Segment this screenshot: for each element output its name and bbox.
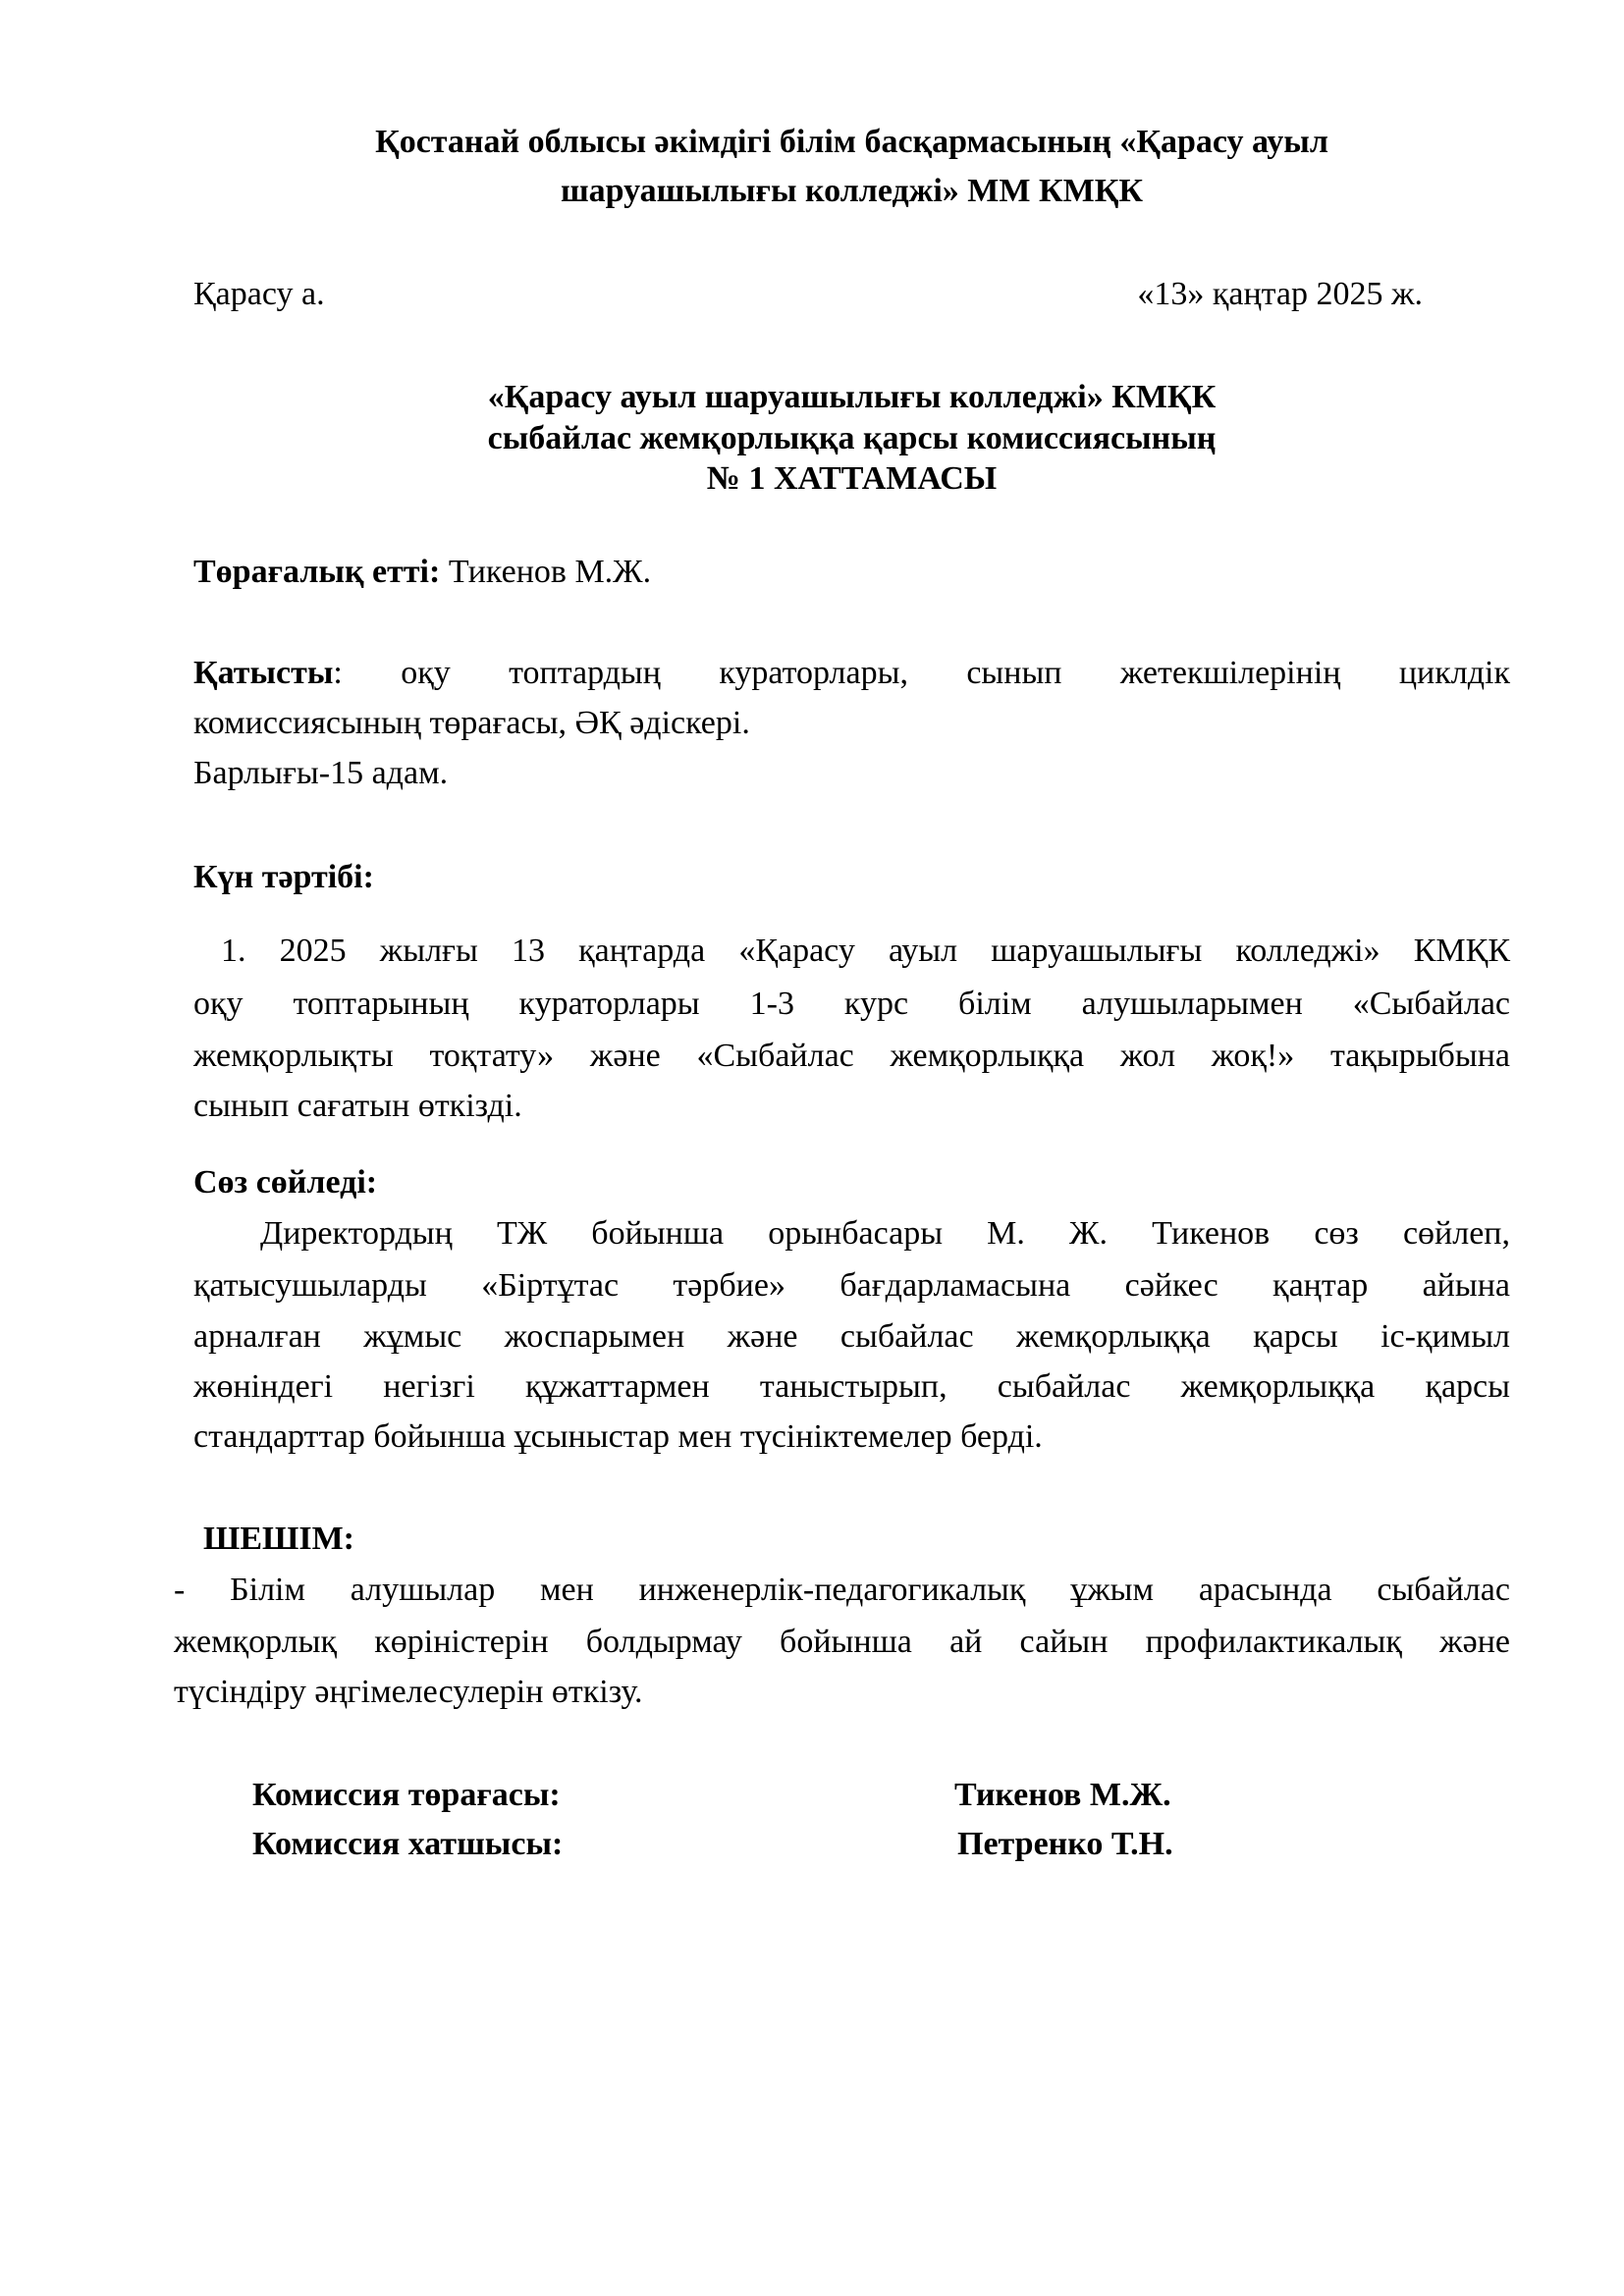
org-header-line-1: Қостанай облысы әкімдігі білім басқармасының «Қарасу ауыл (375, 124, 1328, 160)
agenda-item-1-line: сынып сағатын өткізді. (193, 1088, 522, 1124)
signature-role-secretary: Комиссия хатшысы: (252, 1826, 564, 1862)
signature-name-chair: Тикенов М.Ж. (954, 1777, 1171, 1813)
agenda-item-1-line: оқу топтарының кураторлары 1-3 курс білім алушыларымен «Сыбайлас (193, 986, 1510, 1022)
date-label: «13» қаңтар 2025 ж. (1137, 276, 1423, 312)
agenda-heading: Күн тәртібі: (193, 859, 374, 895)
signature-role-chair: Комиссия төрағасы: (252, 1777, 561, 1813)
speech-line: жөніндегі негізгі құжаттармен таныстырып, сыбайлас жемқорлыққа қарсы (193, 1368, 1510, 1405)
speech-line: Директордың ТЖ бойынша орынбасары М. Ж. Тикенов сөз сөйлеп, (260, 1215, 1510, 1252)
attendees-line-2: комиссиясының төрағасы, ӘҚ әдіскері. (193, 705, 750, 741)
signature-name-secretary: Петренко Т.Н. (957, 1826, 1173, 1862)
attendees-text: : оқу топтардың кураторлары, сынып жетекшілерінің циклдік (333, 655, 1510, 691)
attendees-label: Қатысты (193, 655, 334, 691)
decision-line: жемқорлық көріністерін болдырмау бойынша ай сайын профилактикалық және (174, 1624, 1510, 1660)
attendees-line-1 (193, 654, 1510, 693)
org-header-line-2: шаруашылығы колледжі» ММ КМҚК (560, 173, 1144, 209)
decision-heading: ШЕШІМ: (203, 1521, 354, 1557)
agenda-item-1-line: 1. 2025 жылғы 13 қаңтарда «Қарасу ауыл шаруашылығы колледжі» КМҚК (221, 933, 1510, 969)
chair-line (193, 553, 651, 592)
attendees-total: Барлығы-15 адам. (193, 755, 449, 791)
place-label: Қарасу а. (193, 276, 325, 312)
decision-line: - Білім алушылар мен инженерлік-педагогикалық ұжым арасында сыбайлас (174, 1572, 1510, 1608)
protocol-title-line-1: «Қарасу ауыл шаруашылығы колледжі» КМҚК (487, 379, 1217, 415)
chair-value: Тикенов М.Ж. (440, 554, 652, 590)
agenda-item-1-line: жемқорлықты тоқтату» және «Сыбайлас жемқорлыққа жол жоқ!» тақырыбына (193, 1038, 1510, 1074)
chair-label: Төрағалық етті: (193, 554, 441, 590)
speech-line: стандарттар бойынша ұсыныстар мен түсініктемелер берді. (193, 1418, 1043, 1455)
protocol-title-line-2: сыбайлас жемқорлыққа қарсы комиссиясының (487, 420, 1217, 456)
speech-line: арналған жұмыс жоспарымен және сыбайлас жемқорлыққа қарсы іс-қимыл (193, 1318, 1510, 1355)
speech-heading: Сөз сөйледі: (193, 1164, 378, 1201)
decision-line: түсіндіру әңгімелесулерін өткізу. (174, 1674, 643, 1710)
speech-line: қатысушыларды «Біртұтас тәрбие» бағдарламасына сәйкес қаңтар айына (193, 1267, 1510, 1304)
protocol-title-line-3: № 1 ХАТТАМАСЫ (706, 460, 998, 497)
